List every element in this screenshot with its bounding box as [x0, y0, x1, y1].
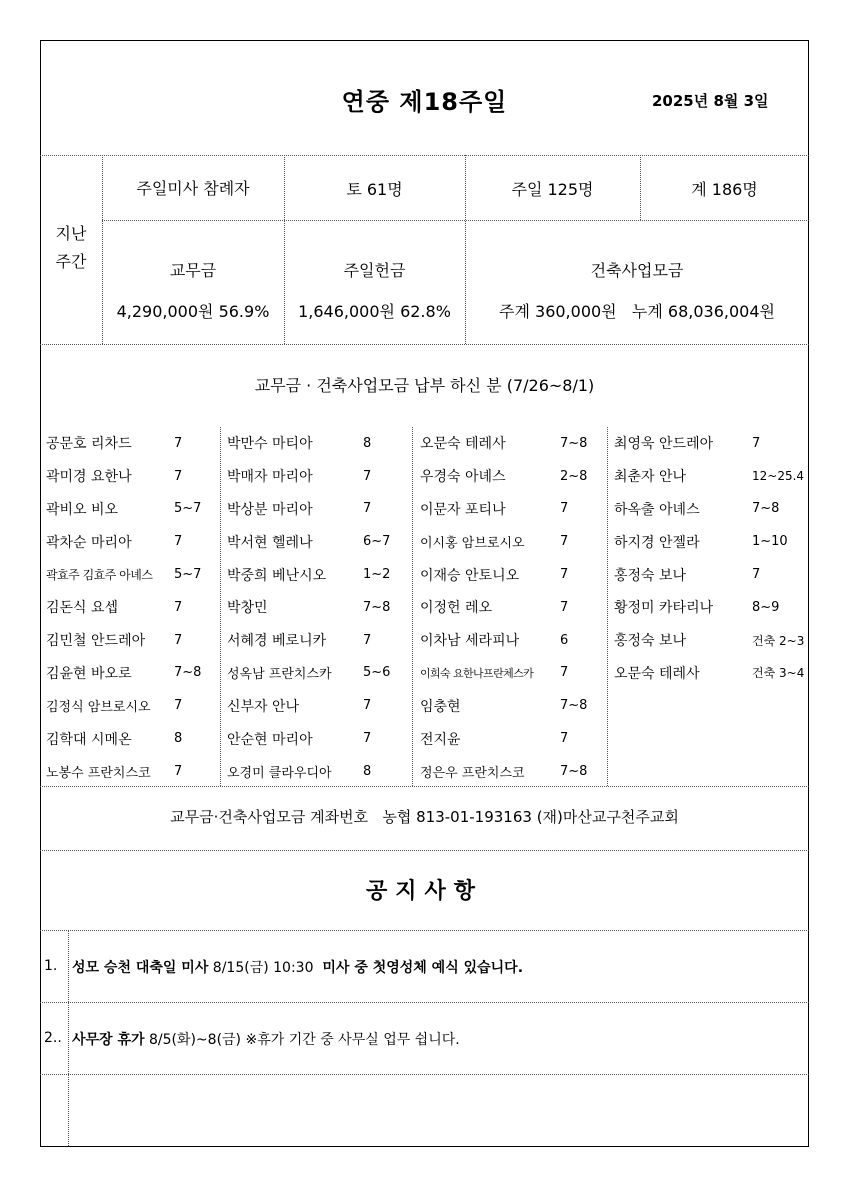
donor-name: 신부자 안나 [227, 698, 300, 715]
donor-period: 6~7 [363, 534, 391, 550]
donor-name: 최춘자 안나 [614, 469, 687, 486]
donor-name: 박매자 마리아 [227, 469, 313, 486]
donor-period: 7 [174, 632, 183, 648]
church-fee-value: 4,290,000원 56.9% [116, 302, 270, 321]
donor-period: 1~2 [363, 567, 391, 583]
last-week-label-line1: 지난 [55, 224, 87, 243]
donor-name: 임충현 [420, 698, 461, 715]
notice-text: 8/15(금) 10:30 [208, 960, 323, 976]
donor-row [227, 722, 390, 755]
donor-period: 7 [560, 534, 569, 550]
donor-period: 7~8 [174, 665, 202, 681]
donor-column-3 [420, 427, 587, 788]
notice-bold: 성모 승천 대축일 미사 [72, 960, 209, 976]
donor-period: 7 [363, 731, 372, 747]
donor-row [614, 591, 804, 624]
building-fund-label: 건축사업모금 [590, 261, 684, 280]
last-week-label [40, 220, 102, 276]
donor-name: 노봉수 프란치스코 [46, 765, 151, 781]
last-week-label-line2: 주간 [55, 252, 87, 271]
building-fund-value: 주계 360,000원 누계 68,036,004원 [499, 302, 775, 321]
donor-name: 이재승 안토니오 [420, 567, 520, 584]
donor-name: 오문숙 테레사 [614, 665, 700, 682]
donor-period: 7 [363, 468, 372, 484]
divider [40, 850, 809, 851]
donor-row [420, 460, 587, 493]
donor-row [420, 624, 587, 657]
donor-name: 오문숙 테레사 [420, 436, 506, 453]
donor-period: 7~8 [363, 599, 391, 615]
donor-row [227, 558, 390, 591]
donor-row [614, 624, 804, 657]
divider [102, 220, 809, 221]
donor-name: 김정식 암브로시오 [46, 700, 151, 716]
donor-period: 8~9 [752, 599, 780, 615]
divider [40, 1002, 809, 1003]
donor-period: 7 [174, 599, 183, 615]
donor-name: 김학대 시메온 [46, 731, 132, 748]
donor-row [420, 525, 587, 558]
donor-row [420, 591, 587, 624]
bulletin-date: 2025년 8월 3일 [652, 92, 769, 110]
donor-row [46, 493, 201, 526]
donor-period: 7 [560, 567, 569, 583]
donor-row [227, 460, 390, 493]
donor-period: 6 [560, 632, 569, 648]
donor-name: 이시홍 암브로시오 [420, 536, 525, 552]
donor-period: 8 [174, 731, 183, 747]
donor-row [420, 657, 587, 690]
donor-row [46, 755, 201, 788]
donor-column-4 [614, 427, 804, 689]
donor-row [420, 558, 587, 591]
donor-period: 7 [363, 698, 372, 714]
divider [40, 344, 809, 345]
donor-row [46, 624, 201, 657]
donor-name: 서혜경 베로니카 [227, 633, 327, 650]
donor-row [46, 427, 201, 460]
donor-name: 이차남 세라피나 [420, 633, 520, 650]
donor-period: 7~8 [560, 763, 588, 779]
donor-row [46, 689, 201, 722]
donor-row [420, 755, 587, 788]
donor-period: 7 [752, 567, 761, 583]
donor-row [46, 558, 201, 591]
divider [40, 930, 809, 931]
donor-row [227, 427, 390, 460]
donor-row [614, 657, 804, 690]
donor-row [227, 657, 390, 690]
donor-period: 5~6 [363, 665, 391, 681]
donor-period: 7 [560, 501, 569, 517]
donor-period: 7 [174, 763, 183, 779]
donor-period: 8 [363, 435, 372, 451]
donor-period: 7 [752, 435, 761, 451]
donor-row [227, 493, 390, 526]
donor-row [227, 624, 390, 657]
donor-name: 오경미 클라우디아 [227, 765, 332, 781]
donor-name: 정은우 프란치스코 [420, 765, 525, 781]
donor-name: 곽미경 요한나 [46, 469, 132, 486]
bank-account: 교무금·건축사업모금 계좌번호 농협 813-01-193163 (재)마산교구천주교회 [170, 808, 679, 826]
donor-period: 7 [363, 501, 372, 517]
donor-row [420, 427, 587, 460]
donors-heading: 교무금 · 건축사업모금 납부 하신 분 (7/26~8/1) [254, 376, 595, 395]
donor-period: 7 [174, 534, 183, 550]
donor-name: 전지윤 [420, 731, 461, 748]
donor-row [227, 689, 390, 722]
donor-name: 최영욱 안드레아 [614, 436, 714, 453]
donor-row [46, 591, 201, 624]
donor-period: 12~25.4 [752, 469, 805, 484]
donor-row [227, 525, 390, 558]
donor-row [614, 460, 804, 493]
donor-name: 박상분 마리아 [227, 501, 313, 518]
church-fee-label: 교무금 [169, 261, 217, 280]
donor-name: 곽효주 김효주 아녜스 [46, 568, 153, 583]
notice-text: 8/5(화)~8(금) ※휴가 기간 중 사무실 업무 쉽니다. [144, 1032, 460, 1048]
donor-row [420, 722, 587, 755]
donor-period: 7 [174, 468, 183, 484]
page-title: 연중 제18주일 [341, 88, 508, 116]
donor-period: 1~10 [752, 534, 788, 550]
donor-period: 7~8 [560, 435, 588, 451]
donor-name: 하지경 안젤라 [614, 534, 700, 551]
donor-name: 황정미 카타리나 [614, 600, 714, 617]
donor-row [227, 591, 390, 624]
divider [40, 155, 809, 156]
divider [68, 930, 69, 1146]
donor-period: 5~7 [174, 501, 202, 517]
donor-period: 5~7 [174, 567, 202, 583]
attendance-total: 계 186명 [691, 180, 758, 199]
attendance-label: 주일미사 참례자 [136, 179, 250, 198]
donor-period: 7 [560, 599, 569, 615]
donor-row [227, 755, 390, 788]
donor-name: 곽차순 마리아 [46, 534, 132, 551]
donor-row [420, 689, 587, 722]
donor-period: 7~8 [752, 501, 780, 517]
divider [607, 427, 608, 786]
donor-row [46, 460, 201, 493]
donor-period: 건축 3~4 [752, 666, 805, 681]
donor-name: 이희숙 요한나프란체스카 [420, 666, 534, 680]
donor-column-2 [227, 427, 390, 788]
donor-name: 김돈식 요셉 [46, 600, 119, 617]
donor-row [614, 493, 804, 526]
donor-name: 곽비오 비오 [46, 501, 119, 518]
offering-label: 주일헌금 [343, 261, 406, 280]
donor-period: 7~8 [560, 698, 588, 714]
donor-row [46, 657, 201, 690]
notice-bold: 미사 중 첫영성체 예식 있습니다. [322, 960, 524, 976]
donor-name: 박창민 [227, 600, 268, 617]
donor-name: 홍정숙 보나 [614, 633, 687, 650]
donor-name: 이정헌 레오 [420, 600, 493, 617]
donor-row [614, 525, 804, 558]
donor-column-1 [46, 427, 201, 788]
donor-period: 7 [363, 632, 372, 648]
donor-period: 7 [560, 731, 569, 747]
donor-name: 박중희 베난시오 [227, 567, 327, 584]
donor-period: 7 [174, 698, 183, 714]
donor-name: 성옥남 프란치스카 [227, 667, 332, 683]
donor-period: 7 [560, 665, 569, 681]
donor-row [614, 427, 804, 460]
donor-name: 김윤현 바오로 [46, 665, 132, 682]
divider [40, 1074, 809, 1075]
donor-period: 7 [174, 435, 183, 451]
notice-number: 1. [44, 958, 58, 974]
notice-bold: 사무장 휴가 [72, 1032, 145, 1048]
donor-name: 홍정숙 보나 [614, 567, 687, 584]
divider [412, 427, 413, 786]
donor-name: 이문자 포티나 [420, 501, 506, 518]
offering-value: 1,646,000원 62.8% [298, 302, 451, 321]
donor-name: 우경숙 아녜스 [420, 469, 506, 486]
donor-name: 김민철 안드레아 [46, 633, 146, 650]
divider [220, 427, 221, 786]
donor-name: 박서현 헬레나 [227, 534, 313, 551]
donor-row [46, 722, 201, 755]
donor-name: 하옥출 아녜스 [614, 501, 700, 518]
donor-period: 2~8 [560, 468, 588, 484]
notice-item [72, 1029, 460, 1049]
donor-row [614, 558, 804, 591]
notice-number: 2.. [44, 1030, 62, 1046]
notices-title: 공지사항 [365, 879, 483, 904]
donor-period: 8 [363, 763, 372, 779]
donor-row [420, 493, 587, 526]
attendance-sunday: 주일 125명 [511, 180, 594, 199]
notice-item [72, 957, 523, 977]
donor-name: 안순현 마리아 [227, 731, 313, 748]
attendance-saturday: 토 61명 [346, 180, 403, 199]
donor-period: 건축 2~3 [752, 633, 805, 648]
donor-name: 박만수 마티아 [227, 436, 313, 453]
donor-row [46, 525, 201, 558]
donor-name: 공문호 리차드 [46, 436, 132, 453]
